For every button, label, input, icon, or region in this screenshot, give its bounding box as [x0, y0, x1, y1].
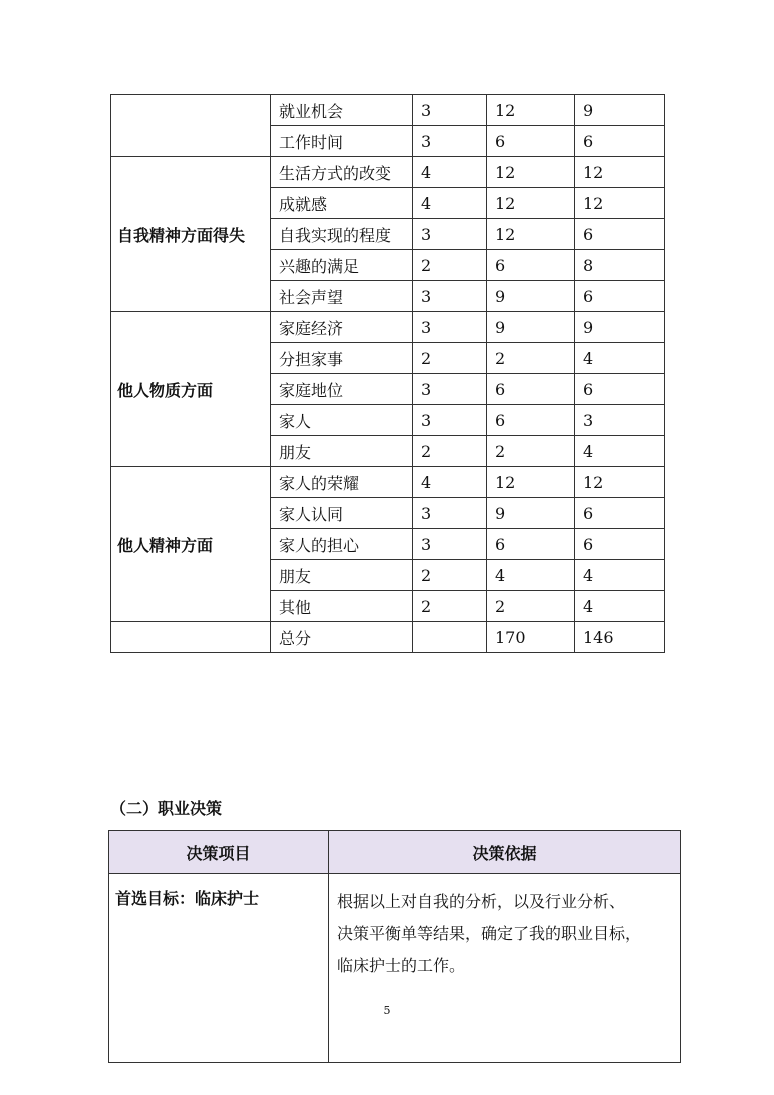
score-cell-b: 9 [487, 312, 575, 343]
score-cell-a: 3 [413, 281, 487, 312]
score-cell-c: 4 [575, 560, 665, 591]
item-cell: 朋友 [271, 436, 413, 467]
score-cell-b: 9 [487, 281, 575, 312]
total-cell-a [413, 622, 487, 653]
item-cell: 家庭地位 [271, 374, 413, 405]
table-row [111, 157, 665, 188]
item-cell: 就业机会 [271, 95, 413, 126]
item-cell: 家人 [271, 405, 413, 436]
score-cell-c: 9 [575, 312, 665, 343]
score-cell-a: 4 [413, 157, 487, 188]
page-number: 5 [383, 1004, 391, 1017]
career-decision-table [108, 830, 681, 1063]
section-title: （二）职业决策 [110, 799, 223, 818]
decision-header-row [109, 831, 681, 874]
group-label: 他人物质方面 [111, 312, 271, 467]
score-cell-a: 3 [413, 312, 487, 343]
score-cell-b: 12 [487, 157, 575, 188]
item-cell: 家人认同 [271, 498, 413, 529]
score-cell-c: 4 [575, 343, 665, 374]
score-cell-b: 6 [487, 405, 575, 436]
score-cell-a: 2 [413, 560, 487, 591]
header-decision-item: 决策项目 [109, 831, 329, 874]
total-empty-cell [111, 622, 271, 653]
score-cell-c: 6 [575, 126, 665, 157]
score-cell-b: 6 [487, 374, 575, 405]
score-cell-c: 12 [575, 157, 665, 188]
table-row [111, 467, 665, 498]
score-cell-b: 12 [487, 467, 575, 498]
score-cell-b: 9 [487, 498, 575, 529]
score-cell-a: 3 [413, 95, 487, 126]
table-row [111, 95, 665, 126]
score-cell-a: 2 [413, 343, 487, 374]
score-cell-a: 4 [413, 188, 487, 219]
score-cell-c: 6 [575, 498, 665, 529]
score-cell-b: 12 [487, 188, 575, 219]
item-cell: 朋友 [271, 560, 413, 591]
score-cell-b: 2 [487, 436, 575, 467]
group-label: 自我精神方面得失 [111, 157, 271, 312]
score-cell-c: 4 [575, 591, 665, 622]
item-cell: 家人的荣耀 [271, 467, 413, 498]
item-cell: 家庭经济 [271, 312, 413, 343]
item-cell: 分担家事 [271, 343, 413, 374]
score-cell-c: 6 [575, 374, 665, 405]
group-label [111, 95, 271, 157]
score-cell-a: 2 [413, 250, 487, 281]
score-cell-a: 3 [413, 374, 487, 405]
total-cell-c: 146 [575, 622, 665, 653]
score-cell-b: 12 [487, 95, 575, 126]
score-cell-a: 3 [413, 529, 487, 560]
score-cell-c: 8 [575, 250, 665, 281]
score-cell-c: 12 [575, 467, 665, 498]
decision-balance-table [110, 94, 665, 653]
score-cell-b: 6 [487, 529, 575, 560]
score-cell-c: 4 [575, 436, 665, 467]
decision-row [109, 874, 681, 1063]
score-cell-b: 6 [487, 126, 575, 157]
total-row [111, 622, 665, 653]
group-label: 他人精神方面 [111, 467, 271, 622]
decision-target: 首选目标：临床护士 [109, 874, 329, 1063]
total-cell-b: 170 [487, 622, 575, 653]
score-cell-c: 12 [575, 188, 665, 219]
score-cell-b: 6 [487, 250, 575, 281]
score-cell-a: 2 [413, 436, 487, 467]
total-label: 总分 [271, 622, 413, 653]
score-cell-a: 2 [413, 591, 487, 622]
header-decision-basis: 决策依据 [329, 831, 681, 874]
score-cell-b: 4 [487, 560, 575, 591]
score-cell-a: 3 [413, 126, 487, 157]
item-cell: 家人的担心 [271, 529, 413, 560]
score-cell-a: 3 [413, 219, 487, 250]
score-cell-c: 3 [575, 405, 665, 436]
basis-line: 根据以上对自我的分析，以及行业分析、 [337, 892, 626, 911]
score-cell-c: 6 [575, 219, 665, 250]
basis-line: 决策平衡单等结果，确定了我的职业目标， [337, 924, 642, 943]
score-cell-a: 3 [413, 498, 487, 529]
item-cell: 兴趣的满足 [271, 250, 413, 281]
score-cell-c: 9 [575, 95, 665, 126]
item-cell: 自我实现的程度 [271, 219, 413, 250]
score-cell-a: 3 [413, 405, 487, 436]
item-cell: 生活方式的改变 [271, 157, 413, 188]
table-row [111, 312, 665, 343]
score-cell-b: 2 [487, 343, 575, 374]
decision-basis [329, 874, 681, 1063]
score-cell-b: 12 [487, 219, 575, 250]
score-cell-b: 2 [487, 591, 575, 622]
score-cell-a: 4 [413, 467, 487, 498]
score-cell-c: 6 [575, 281, 665, 312]
item-cell: 其他 [271, 591, 413, 622]
basis-line: 临床护士的工作。 [337, 956, 466, 975]
score-cell-c: 6 [575, 529, 665, 560]
item-cell: 社会声望 [271, 281, 413, 312]
item-cell: 工作时间 [271, 126, 413, 157]
item-cell: 成就感 [271, 188, 413, 219]
